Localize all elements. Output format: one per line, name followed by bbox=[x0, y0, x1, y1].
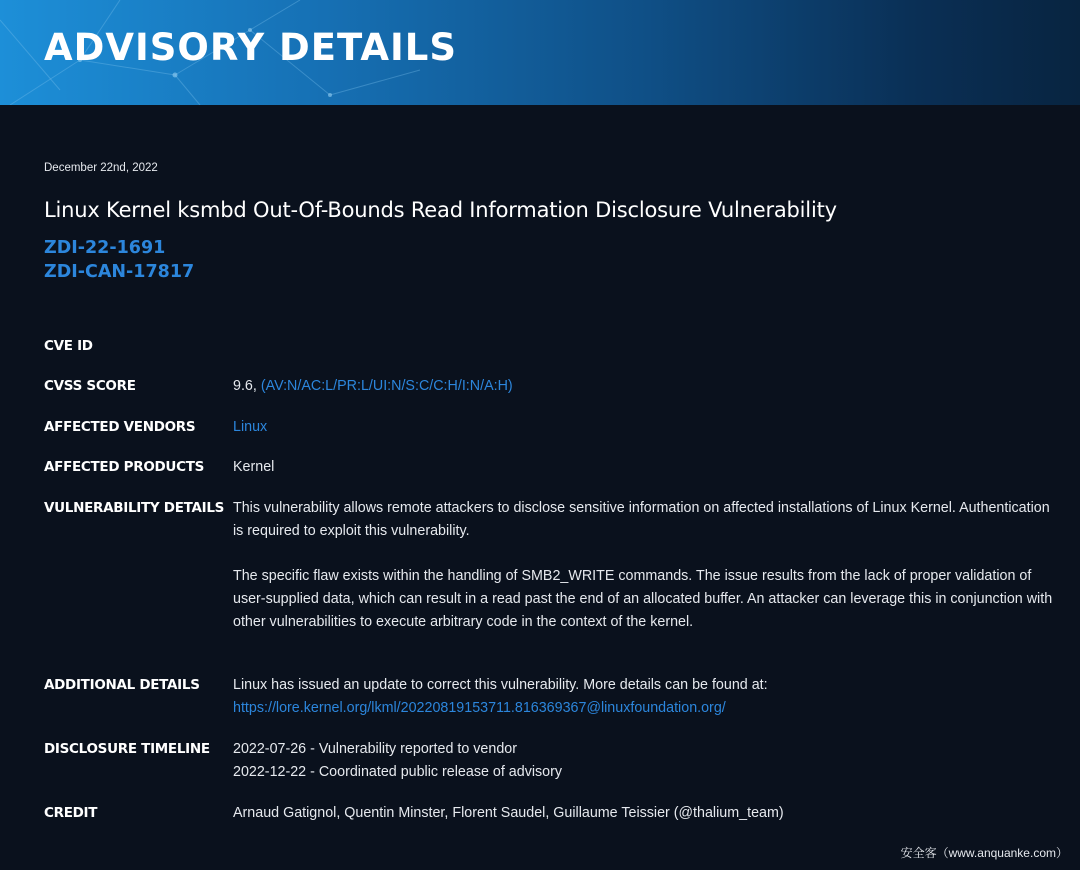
cvss-score-value bbox=[233, 375, 1063, 398]
additional-details-label: ADDITIONAL DETAILS bbox=[44, 677, 200, 693]
timeline-entry: 2022-07-26 - Vulnerability reported to vendor bbox=[233, 741, 517, 757]
affected-products-value: Kernel bbox=[233, 459, 275, 475]
additional-details-text: Linux has issued an update to correct this vulnerability. More details can be found at: bbox=[233, 677, 768, 693]
zdi-id-link[interactable]: ZDI-22-1691 bbox=[44, 238, 166, 258]
disclosure-timeline-value bbox=[233, 738, 1063, 784]
affected-vendors-value bbox=[233, 416, 1063, 439]
page-title: ADVISORY DETAILS bbox=[44, 26, 457, 69]
advisory-ids bbox=[44, 236, 194, 284]
additional-details-value bbox=[233, 674, 1063, 720]
zdi-can-link[interactable]: ZDI-CAN-17817 bbox=[44, 262, 195, 282]
timeline-entry: 2022-12-22 - Coordinated public release of advisory bbox=[233, 764, 563, 780]
cvss-vector-link[interactable]: (AV:N/AC:L/PR:L/UI:N/S:C/C:H/I:N/A:H) bbox=[260, 378, 513, 394]
credit-value: Arnaud Gatignol, Quentin Minster, Florent Saudel, Guillaume Teissier (@thalium_team) bbox=[233, 805, 784, 821]
cvss-score-label: CVSS SCORE bbox=[44, 378, 136, 394]
vulnerability-details-value bbox=[233, 497, 1063, 634]
cve-id-label: CVE ID bbox=[44, 338, 93, 354]
vulnerability-summary: This vulnerability allows remote attackers to disclose sensitive information on affected installations of Linux Kernel. Authentication is required to exploit this vulnerability. bbox=[233, 500, 1050, 539]
affected-products-label: AFFECTED PRODUCTS bbox=[44, 459, 205, 475]
site-watermark: 安全客（www.anquanke.com） bbox=[900, 846, 1068, 860]
advisory-banner bbox=[0, 0, 1080, 105]
advisory-date: December 22nd, 2022 bbox=[44, 162, 158, 174]
kernel-lkml-link[interactable]: https://lore.kernel.org/lkml/20220819153711.816369367@linuxfoundation.org/ bbox=[233, 700, 726, 716]
cvss-score-number: 9.6, bbox=[233, 378, 257, 394]
affected-vendors-label: AFFECTED VENDORS bbox=[44, 419, 196, 435]
vulnerability-flaw-description: The specific flaw exists within the handling of SMB2_WRITE commands. The issue results from the lack of proper validation of user-supplied data, which can result in a read past the end of an allocated buffer. An attacker can leverage this in conjunction with other vulnerabilities to execute arbitrary code in the context of the kernel. bbox=[233, 568, 1053, 630]
credit-label: CREDIT bbox=[44, 805, 98, 821]
advisory-title: Linux Kernel ksmbd Out-Of-Bounds Read Information Disclosure Vulnerability bbox=[44, 198, 837, 222]
vulnerability-details-label: VULNERABILITY DETAILS bbox=[44, 500, 225, 516]
disclosure-timeline-label: DISCLOSURE TIMELINE bbox=[44, 741, 210, 757]
vendor-linux-link[interactable]: Linux bbox=[233, 419, 268, 435]
